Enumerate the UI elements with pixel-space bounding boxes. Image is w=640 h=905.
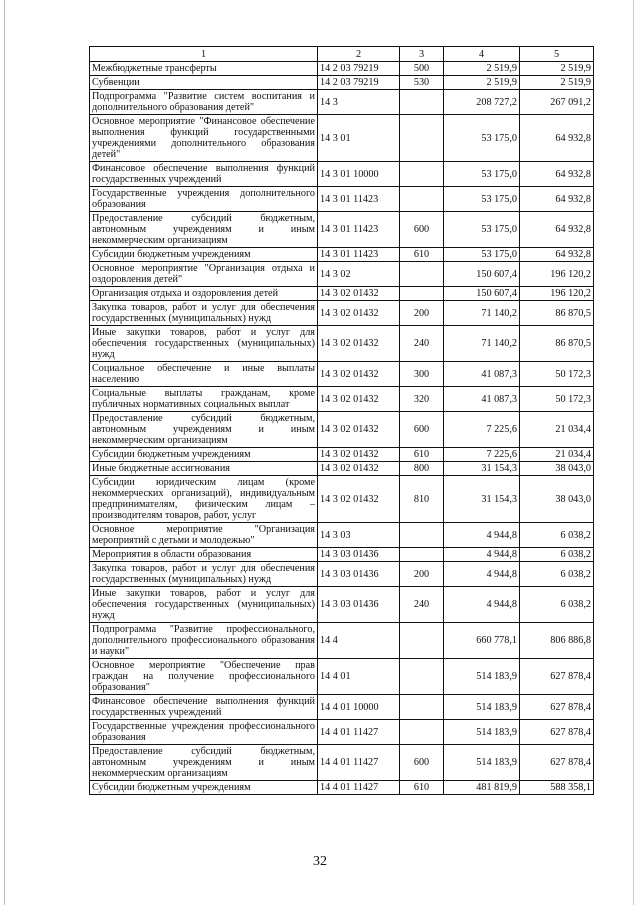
row-name-cell: Иные закупки товаров, работ и услуг для обеспечения государственных (муниципальных) нужд [90, 326, 318, 362]
row-code-cell: 14 3 02 01432 [318, 387, 400, 412]
row-value-year2-cell: 627 878,4 [520, 745, 594, 781]
row-value-year2-cell: 50 172,3 [520, 362, 594, 387]
table-row [90, 412, 594, 448]
row-code-cell: 14 2 03 79219 [318, 76, 400, 90]
row-value-year2-cell: 38 043,0 [520, 476, 594, 523]
table-row [90, 476, 594, 523]
row-name-cell: Предоставление субсидий бюджетным, автономным учреждениям и иным некоммерческим организациям [90, 212, 318, 248]
table-row [90, 115, 594, 162]
row-expense-type-cell [400, 623, 444, 659]
row-expense-type-cell: 300 [400, 362, 444, 387]
row-name-cell: Субсидии бюджетным учреждениям [90, 248, 318, 262]
row-value-year2-cell: 2 519,9 [520, 62, 594, 76]
row-value-year2-cell: 64 932,8 [520, 248, 594, 262]
row-value-year2-cell: 6 038,2 [520, 562, 594, 587]
row-name-cell: Финансовое обеспечение выполнения функций государственных учреждений [90, 162, 318, 187]
row-value-year2-cell: 21 034,4 [520, 412, 594, 448]
row-value-year1-cell: 514 183,9 [444, 695, 520, 720]
row-expense-type-cell: 610 [400, 448, 444, 462]
row-value-year2-cell: 196 120,2 [520, 287, 594, 301]
row-code-cell: 14 3 01 [318, 115, 400, 162]
table-row [90, 326, 594, 362]
row-value-year2-cell: 64 932,8 [520, 187, 594, 212]
row-value-year1-cell: 4 944,8 [444, 562, 520, 587]
row-value-year1-cell: 2 519,9 [444, 76, 520, 90]
table-row [90, 362, 594, 387]
row-code-cell: 14 3 02 01432 [318, 301, 400, 326]
table-row [90, 287, 594, 301]
row-name-cell: Подпрограмма "Развитие систем воспитания и дополнительного образования детей" [90, 90, 318, 115]
row-expense-type-cell: 800 [400, 462, 444, 476]
row-expense-type-cell [400, 287, 444, 301]
row-expense-type-cell: 610 [400, 248, 444, 262]
row-code-cell: 14 3 02 01432 [318, 287, 400, 301]
row-expense-type-cell: 810 [400, 476, 444, 523]
row-expense-type-cell [400, 720, 444, 745]
row-name-cell: Основное мероприятие "Финансовое обеспечение выполнения функций государственными учреждениями дополнительного образования детей" [90, 115, 318, 162]
row-expense-type-cell [400, 523, 444, 548]
table-row [90, 301, 594, 326]
row-name-cell: Субвенции [90, 76, 318, 90]
row-name-cell: Субсидии бюджетным учреждениям [90, 448, 318, 462]
row-value-year2-cell: 588 358,1 [520, 781, 594, 795]
row-code-cell: 14 3 02 01432 [318, 412, 400, 448]
row-value-year1-cell: 41 087,3 [444, 387, 520, 412]
row-value-year1-cell: 660 778,1 [444, 623, 520, 659]
row-name-cell: Подпрограмма "Развитие профессионального, дополнительного профессионального образования и науки" [90, 623, 318, 659]
column-header-4: 4 [444, 47, 520, 62]
row-value-year2-cell: 38 043,0 [520, 462, 594, 476]
table-row [90, 248, 594, 262]
row-value-year2-cell: 196 120,2 [520, 262, 594, 287]
row-value-year1-cell: 53 175,0 [444, 115, 520, 162]
row-expense-type-cell: 600 [400, 212, 444, 248]
row-expense-type-cell [400, 262, 444, 287]
row-code-cell: 14 3 02 01432 [318, 362, 400, 387]
row-value-year2-cell: 86 870,5 [520, 326, 594, 362]
row-value-year2-cell: 2 519,9 [520, 76, 594, 90]
row-name-cell: Субсидии юридическим лицам (кроме некоммерческих организаций), индивидуальным предпринимателям, физическим лицам – производителям товаров, работ, услуг [90, 476, 318, 523]
row-code-cell: 14 3 01 11423 [318, 212, 400, 248]
table-row [90, 62, 594, 76]
row-value-year2-cell: 267 091,2 [520, 90, 594, 115]
row-name-cell: Финансовое обеспечение выполнения функций государственных учреждений [90, 695, 318, 720]
row-value-year2-cell: 6 038,2 [520, 548, 594, 562]
row-code-cell: 14 3 02 01432 [318, 476, 400, 523]
table-row [90, 90, 594, 115]
column-header-1: 1 [90, 47, 318, 62]
row-code-cell: 14 3 03 [318, 523, 400, 548]
table-row [90, 720, 594, 745]
row-code-cell: 14 3 02 01432 [318, 448, 400, 462]
row-expense-type-cell: 240 [400, 587, 444, 623]
row-value-year2-cell: 627 878,4 [520, 659, 594, 695]
table-row [90, 623, 594, 659]
row-name-cell: Основное мероприятие "Обеспечение прав граждан на получение профессионального образования" [90, 659, 318, 695]
table-row [90, 562, 594, 587]
row-value-year1-cell: 2 519,9 [444, 62, 520, 76]
column-header-5: 5 [520, 47, 594, 62]
row-value-year1-cell: 71 140,2 [444, 326, 520, 362]
row-name-cell: Социальное обеспечение и иные выплаты населению [90, 362, 318, 387]
row-value-year2-cell: 21 034,4 [520, 448, 594, 462]
row-code-cell: 14 3 01 11423 [318, 187, 400, 212]
row-value-year2-cell: 64 932,8 [520, 212, 594, 248]
row-code-cell: 14 3 02 01432 [318, 462, 400, 476]
row-expense-type-cell: 600 [400, 745, 444, 781]
row-code-cell: 14 3 01 11423 [318, 248, 400, 262]
row-expense-type-cell [400, 659, 444, 695]
row-code-cell: 14 3 03 01436 [318, 562, 400, 587]
row-name-cell: Предоставление субсидий бюджетным, автономным учреждениям и иным некоммерческим организациям [90, 745, 318, 781]
row-expense-type-cell [400, 115, 444, 162]
column-header-2: 2 [318, 47, 400, 62]
row-value-year2-cell: 50 172,3 [520, 387, 594, 412]
row-value-year1-cell: 150 607,4 [444, 262, 520, 287]
row-expense-type-cell: 600 [400, 412, 444, 448]
row-code-cell: 14 3 03 01436 [318, 587, 400, 623]
row-expense-type-cell [400, 162, 444, 187]
row-code-cell: 14 4 01 11427 [318, 745, 400, 781]
row-value-year1-cell: 53 175,0 [444, 212, 520, 248]
row-expense-type-cell: 200 [400, 562, 444, 587]
table-row [90, 262, 594, 287]
row-expense-type-cell: 500 [400, 62, 444, 76]
row-name-cell: Закупка товаров, работ и услуг для обеспечения государственных (муниципальных) нужд [90, 301, 318, 326]
row-value-year1-cell: 7 225,6 [444, 412, 520, 448]
table-row [90, 659, 594, 695]
row-value-year2-cell: 6 038,2 [520, 523, 594, 548]
row-value-year1-cell: 41 087,3 [444, 362, 520, 387]
row-name-cell: Основное мероприятие "Организация отдыха и оздоровления детей" [90, 262, 318, 287]
row-value-year1-cell: 71 140,2 [444, 301, 520, 326]
page-number: 32 [313, 854, 327, 869]
row-name-cell: Государственные учреждения дополнительного образования [90, 187, 318, 212]
table-row [90, 523, 594, 548]
row-name-cell: Основное мероприятие "Организация мероприятий с детьми и молодежью" [90, 523, 318, 548]
page-edge-left [4, 0, 5, 905]
row-value-year1-cell: 31 154,3 [444, 476, 520, 523]
row-expense-type-cell: 240 [400, 326, 444, 362]
table-row [90, 387, 594, 412]
row-code-cell: 14 4 01 [318, 659, 400, 695]
table-row [90, 162, 594, 187]
row-value-year1-cell: 514 183,9 [444, 720, 520, 745]
row-expense-type-cell [400, 187, 444, 212]
row-name-cell: Иные закупки товаров, работ и услуг для обеспечения государственных (муниципальных) нужд [90, 587, 318, 623]
row-value-year1-cell: 481 819,9 [444, 781, 520, 795]
table-row [90, 212, 594, 248]
table-row [90, 76, 594, 90]
table-row [90, 695, 594, 720]
budget-table [89, 46, 594, 795]
row-value-year1-cell: 4 944,8 [444, 587, 520, 623]
table-row [90, 187, 594, 212]
table-row [90, 587, 594, 623]
row-expense-type-cell [400, 695, 444, 720]
row-value-year1-cell: 514 183,9 [444, 745, 520, 781]
row-value-year2-cell: 64 932,8 [520, 115, 594, 162]
row-code-cell: 14 4 01 11427 [318, 781, 400, 795]
row-name-cell: Межбюджетные трансферты [90, 62, 318, 76]
row-name-cell: Предоставление субсидий бюджетным, автономным учреждениям и иным некоммерческим организациям [90, 412, 318, 448]
table-row [90, 548, 594, 562]
row-expense-type-cell [400, 90, 444, 115]
row-code-cell: 14 2 03 79219 [318, 62, 400, 76]
table-body [90, 62, 594, 795]
row-name-cell: Субсидии бюджетным учреждениям [90, 781, 318, 795]
table-row [90, 462, 594, 476]
row-value-year1-cell: 53 175,0 [444, 162, 520, 187]
row-value-year2-cell: 64 932,8 [520, 162, 594, 187]
row-expense-type-cell: 610 [400, 781, 444, 795]
row-expense-type-cell: 530 [400, 76, 444, 90]
row-value-year1-cell: 53 175,0 [444, 187, 520, 212]
row-code-cell: 14 3 01 10000 [318, 162, 400, 187]
row-code-cell: 14 3 02 [318, 262, 400, 287]
row-value-year2-cell: 627 878,4 [520, 695, 594, 720]
row-expense-type-cell: 200 [400, 301, 444, 326]
table-row [90, 781, 594, 795]
row-name-cell: Мероприятия в области образования [90, 548, 318, 562]
page-edge-right [633, 0, 634, 905]
table-row [90, 448, 594, 462]
row-name-cell: Иные бюджетные ассигнования [90, 462, 318, 476]
row-code-cell: 14 3 [318, 90, 400, 115]
row-value-year1-cell: 53 175,0 [444, 248, 520, 262]
row-name-cell: Организация отдыха и оздоровления детей [90, 287, 318, 301]
row-value-year2-cell: 806 886,8 [520, 623, 594, 659]
table-header-row [90, 47, 594, 62]
row-value-year1-cell: 514 183,9 [444, 659, 520, 695]
row-name-cell: Закупка товаров, работ и услуг для обеспечения государственных (муниципальных) нужд [90, 562, 318, 587]
row-code-cell: 14 3 03 01436 [318, 548, 400, 562]
row-value-year1-cell: 4 944,8 [444, 523, 520, 548]
row-expense-type-cell [400, 548, 444, 562]
table-row [90, 745, 594, 781]
row-code-cell: 14 4 01 11427 [318, 720, 400, 745]
row-value-year1-cell: 7 225,6 [444, 448, 520, 462]
row-value-year1-cell: 208 727,2 [444, 90, 520, 115]
row-value-year2-cell: 86 870,5 [520, 301, 594, 326]
row-value-year2-cell: 6 038,2 [520, 587, 594, 623]
row-value-year1-cell: 150 607,4 [444, 287, 520, 301]
row-code-cell: 14 4 01 10000 [318, 695, 400, 720]
row-code-cell: 14 3 02 01432 [318, 326, 400, 362]
row-value-year2-cell: 627 878,4 [520, 720, 594, 745]
row-value-year1-cell: 31 154,3 [444, 462, 520, 476]
row-code-cell: 14 4 [318, 623, 400, 659]
row-name-cell: Социальные выплаты гражданам, кроме публичных нормативных социальных выплат [90, 387, 318, 412]
row-name-cell: Государственные учреждения профессионального образования [90, 720, 318, 745]
row-expense-type-cell: 320 [400, 387, 444, 412]
column-header-3: 3 [400, 47, 444, 62]
row-value-year1-cell: 4 944,8 [444, 548, 520, 562]
